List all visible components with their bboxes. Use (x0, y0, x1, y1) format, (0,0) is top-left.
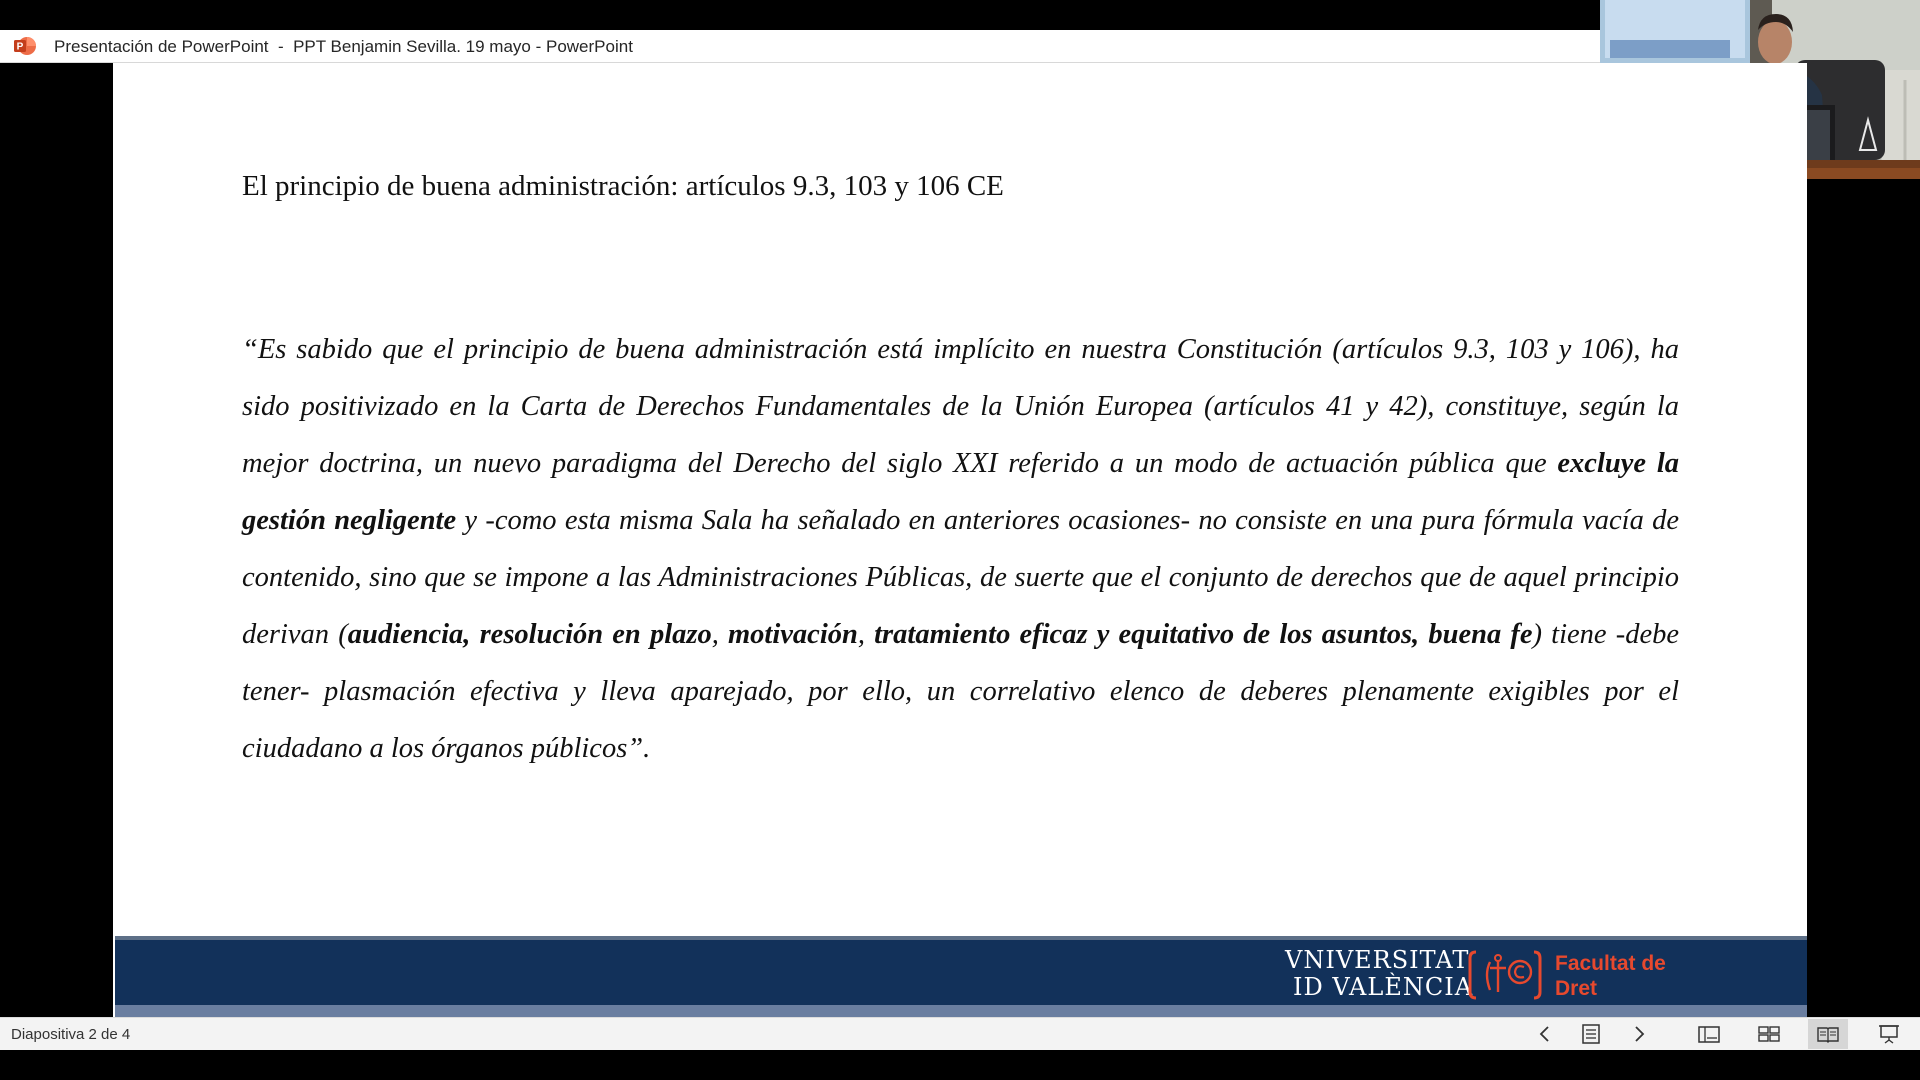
reading-view-icon (1816, 1024, 1840, 1044)
faculty-name-line1: Facultat de (1555, 952, 1666, 975)
quote-segment: ) tiene -debe tener- plasmación efectiva y lleva aparejado, por ello, un correlativo elenco de deberes plenamente exigibles por el ciudadano a los órganos públicos”. (242, 619, 1679, 764)
window-title: Presentación de PowerPoint - PPT Benjamin Sevilla. 19 mayo - PowerPoint (54, 37, 633, 56)
slide-sorter-view-button[interactable] (1749, 1019, 1789, 1049)
slide-list-button[interactable] (1571, 1019, 1611, 1049)
chevron-left-icon (1537, 1024, 1553, 1044)
slide-show-icon (1877, 1023, 1901, 1045)
chevron-right-icon (1631, 1024, 1647, 1044)
next-slide-button[interactable] (1619, 1019, 1659, 1049)
normal-view-icon (1697, 1024, 1721, 1044)
quote-emphasis: excluye la gestión negligente (242, 448, 1679, 536)
quote-emphasis: tratamiento eficaz y equitativo de los asuntos, buena fe (874, 619, 1533, 650)
slide-quote-text (242, 321, 1679, 777)
faculty-seal-icon (1468, 948, 1542, 1002)
slide-sorter-icon (1757, 1024, 1781, 1044)
normal-view-button[interactable] (1689, 1019, 1729, 1049)
quote-segment: , (857, 619, 875, 650)
powerpoint-icon-letter: P (16, 41, 24, 53)
faculty-name-line2: Dret (1555, 977, 1598, 1000)
quote-segment: “Es sabido que el principio de buena administración está implícito en nuestra Constitución (artículos 9.3, 103 y 106), ha sido positivizado en la Carta de Derechos Fundamentales de la Unión Europea (artículos 41 y 42), constituye, según la mejor doctrina, un nuevo paradigma del Derecho del siglo XXI referido a un modo de actuación pública que (242, 334, 1679, 479)
slide-canvas[interactable] (113, 63, 1807, 1017)
quote-segment: y -como esta misma Sala ha señalado en anteriores ocasiones- no consiste en una pura fórmula vacía de contenido, sino que se impone a las Administraciones Públicas, de suerte que el conjunto de derechos que de aquel principio derivan ( (242, 505, 1680, 650)
quote-segment: , (711, 619, 729, 650)
powerpoint-icon (14, 36, 36, 56)
status-bar (0, 1017, 1920, 1050)
previous-slide-button[interactable] (1525, 1019, 1565, 1049)
slide-show-view-button[interactable] (1869, 1019, 1909, 1049)
slide-title: El principio de buena administración: artículos 9.3, 103 y 106 CE (242, 170, 1004, 202)
reading-view-button[interactable] (1808, 1019, 1848, 1049)
slide-list-icon (1581, 1023, 1601, 1045)
quote-emphasis: audiencia, resolución en plazo (347, 619, 712, 650)
university-name-line1: VNIVERSITAT (1285, 946, 1470, 974)
university-logo (1285, 946, 1705, 1004)
university-name-line2: ID VALÈNCIA (1293, 973, 1474, 1001)
quote-emphasis: motivación (728, 619, 858, 650)
slide-footer-band (115, 936, 1807, 1017)
slide-counter: Diapositiva 2 de 4 (11, 1026, 131, 1043)
